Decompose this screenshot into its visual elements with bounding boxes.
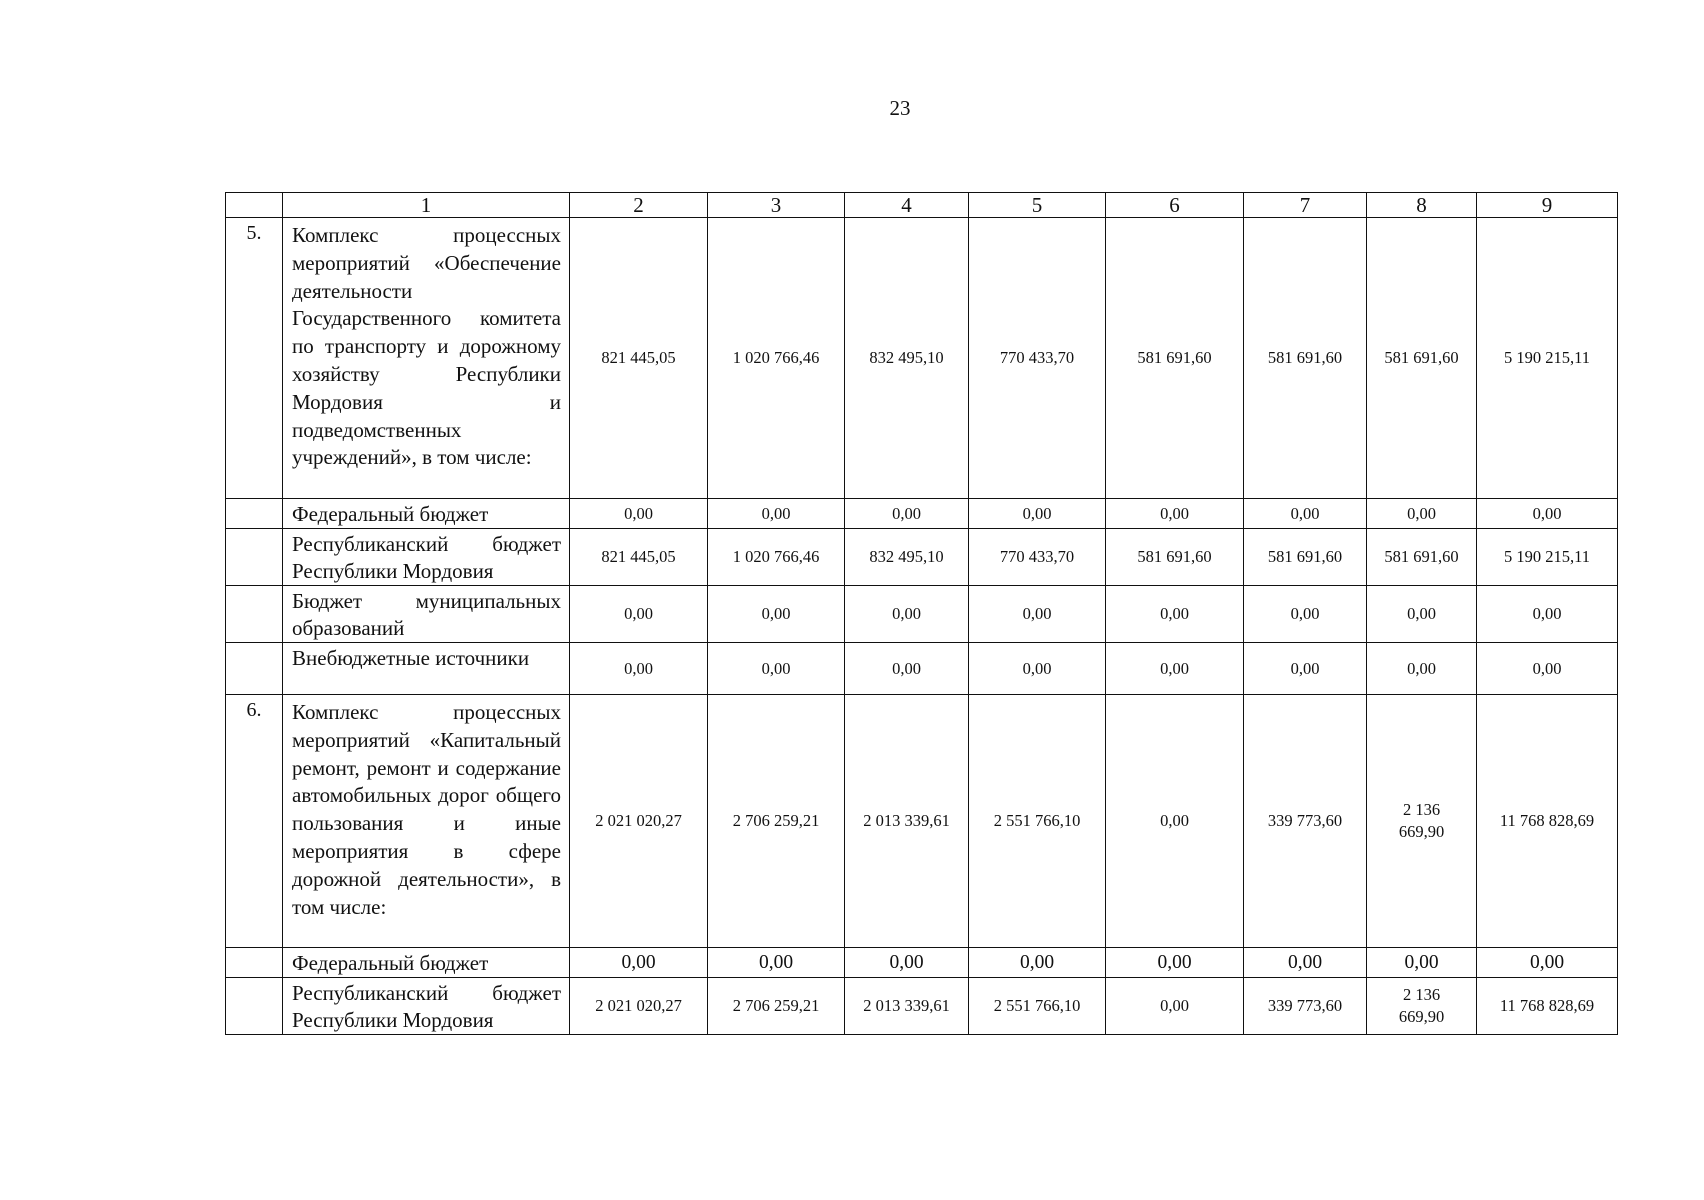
row-number: 5. xyxy=(226,218,283,499)
value-cell-col-6: 581 691,60 xyxy=(1106,529,1244,586)
value-cell-col-8: 0,00 xyxy=(1367,499,1477,529)
value-cell-col-3: 0,00 xyxy=(708,586,845,643)
value-cell-col-3: 0,00 xyxy=(708,643,845,695)
row-name: Комплекс процессных мероприятий «Капитальный ремонт, ремонт и содержание автомобильных дорог общего пользования и иные мероприятия в сфере дорожной деятельности», в том числе: xyxy=(283,695,570,948)
value-cell-col-7: 581 691,60 xyxy=(1244,218,1367,499)
value-cell-col-9: 5 190 215,11 xyxy=(1477,529,1618,586)
value-cell-col-6: 0,00 xyxy=(1106,586,1244,643)
row-name: Федеральный бюджет xyxy=(283,948,570,978)
value-cell-col-3: 1 020 766,46 xyxy=(708,218,845,499)
header-cell-2: 2 xyxy=(570,193,708,218)
table-row xyxy=(226,948,1618,978)
value-cell-col-2: 0,00 xyxy=(570,586,708,643)
value-cell-col-3: 2 706 259,21 xyxy=(708,695,845,948)
header-cell-5: 5 xyxy=(969,193,1106,218)
value-cell-col-2: 821 445,05 xyxy=(570,218,708,499)
header-cell-1: 1 xyxy=(283,193,570,218)
value-cell-col-8 xyxy=(1367,978,1477,1035)
page-number: 23 xyxy=(889,96,911,120)
value-cell-col-8: 0,00 xyxy=(1367,643,1477,695)
value-cell-col-2: 0,00 xyxy=(570,499,708,529)
value-cell-col-5: 770 433,70 xyxy=(969,529,1106,586)
value-cell-col-8: 0,00 xyxy=(1367,948,1477,978)
row-name: Внебюджетные источники xyxy=(283,643,570,695)
table-row xyxy=(226,586,1618,643)
value-text: 2 136 669,90 xyxy=(1398,800,1445,841)
value-cell-col-5: 0,00 xyxy=(969,948,1106,978)
row-name: Комплекс процессных мероприятий «Обеспечение деятельности Государственного комитета по транспорту и дорожному хозяйству Республики Мордовия и подведомственных учреждений», в том числе: xyxy=(283,218,570,499)
value-cell-col-6: 581 691,60 xyxy=(1106,218,1244,499)
value-text: 2 136 669,90 xyxy=(1398,985,1445,1026)
row-number xyxy=(226,643,283,695)
value-cell-col-4: 832 495,10 xyxy=(845,218,969,499)
budget-table xyxy=(225,192,1618,1035)
value-cell-col-9: 11 768 828,69 xyxy=(1477,978,1618,1035)
table-row xyxy=(226,218,1618,499)
value-cell-col-7: 581 691,60 xyxy=(1244,529,1367,586)
value-cell-col-5: 2 551 766,10 xyxy=(969,695,1106,948)
value-cell-col-6: 0,00 xyxy=(1106,978,1244,1035)
value-cell-col-8: 581 691,60 xyxy=(1367,218,1477,499)
value-cell-col-4: 2 013 339,61 xyxy=(845,695,969,948)
value-cell-col-8: 0,00 xyxy=(1367,586,1477,643)
value-cell-col-2: 2 021 020,27 xyxy=(570,695,708,948)
value-cell-col-8 xyxy=(1367,695,1477,948)
row-number: 6. xyxy=(226,695,283,948)
header-cell-3: 3 xyxy=(708,193,845,218)
value-cell-col-7: 0,00 xyxy=(1244,948,1367,978)
table-row xyxy=(226,695,1618,948)
value-cell-col-5: 0,00 xyxy=(969,586,1106,643)
value-cell-col-4: 0,00 xyxy=(845,586,969,643)
value-cell-col-9: 11 768 828,69 xyxy=(1477,695,1618,948)
row-name: Республиканский бюджет Республики Мордовия xyxy=(283,529,570,586)
value-cell-col-2: 0,00 xyxy=(570,948,708,978)
header-cell-7: 7 xyxy=(1244,193,1367,218)
value-cell-col-9: 0,00 xyxy=(1477,948,1618,978)
value-cell-col-4: 0,00 xyxy=(845,643,969,695)
value-cell-col-6: 0,00 xyxy=(1106,948,1244,978)
value-cell-col-2: 0,00 xyxy=(570,643,708,695)
value-cell-col-7: 339 773,60 xyxy=(1244,978,1367,1035)
value-cell-col-3: 0,00 xyxy=(708,948,845,978)
value-cell-col-9: 0,00 xyxy=(1477,586,1618,643)
value-cell-col-7: 0,00 xyxy=(1244,586,1367,643)
table-header-row xyxy=(226,193,1618,218)
header-cell-8: 8 xyxy=(1367,193,1477,218)
row-name: Бюджет муниципальных образований xyxy=(283,586,570,643)
value-cell-col-4: 0,00 xyxy=(845,499,969,529)
header-cell-4: 4 xyxy=(845,193,969,218)
value-cell-col-5: 2 551 766,10 xyxy=(969,978,1106,1035)
row-number xyxy=(226,586,283,643)
value-cell-col-7: 339 773,60 xyxy=(1244,695,1367,948)
value-cell-col-6: 0,00 xyxy=(1106,643,1244,695)
table-row xyxy=(226,978,1618,1035)
value-cell-col-5: 0,00 xyxy=(969,643,1106,695)
header-cell-0 xyxy=(226,193,283,218)
table-row xyxy=(226,499,1618,529)
row-number xyxy=(226,948,283,978)
table-body xyxy=(226,193,1618,1035)
value-cell-col-7: 0,00 xyxy=(1244,499,1367,529)
value-cell-col-4: 2 013 339,61 xyxy=(845,978,969,1035)
row-name: Республиканский бюджет Республики Мордовия xyxy=(283,978,570,1035)
value-cell-col-3: 2 706 259,21 xyxy=(708,978,845,1035)
value-cell-col-9: 5 190 215,11 xyxy=(1477,218,1618,499)
value-cell-col-7: 0,00 xyxy=(1244,643,1367,695)
header-cell-6: 6 xyxy=(1106,193,1244,218)
row-number xyxy=(226,529,283,586)
table-row xyxy=(226,529,1618,586)
value-cell-col-6: 0,00 xyxy=(1106,695,1244,948)
value-cell-col-8: 581 691,60 xyxy=(1367,529,1477,586)
value-cell-col-6: 0,00 xyxy=(1106,499,1244,529)
value-cell-col-2: 2 021 020,27 xyxy=(570,978,708,1035)
value-cell-col-2: 821 445,05 xyxy=(570,529,708,586)
value-cell-col-9: 0,00 xyxy=(1477,499,1618,529)
value-cell-col-3: 1 020 766,46 xyxy=(708,529,845,586)
header-cell-9: 9 xyxy=(1477,193,1618,218)
table-row xyxy=(226,643,1618,695)
value-cell-col-4: 832 495,10 xyxy=(845,529,969,586)
value-cell-col-9: 0,00 xyxy=(1477,643,1618,695)
row-number xyxy=(226,499,283,529)
row-number xyxy=(226,978,283,1035)
value-cell-col-3: 0,00 xyxy=(708,499,845,529)
row-name: Федеральный бюджет xyxy=(283,499,570,529)
value-cell-col-5: 0,00 xyxy=(969,499,1106,529)
value-cell-col-4: 0,00 xyxy=(845,948,969,978)
value-cell-col-5: 770 433,70 xyxy=(969,218,1106,499)
